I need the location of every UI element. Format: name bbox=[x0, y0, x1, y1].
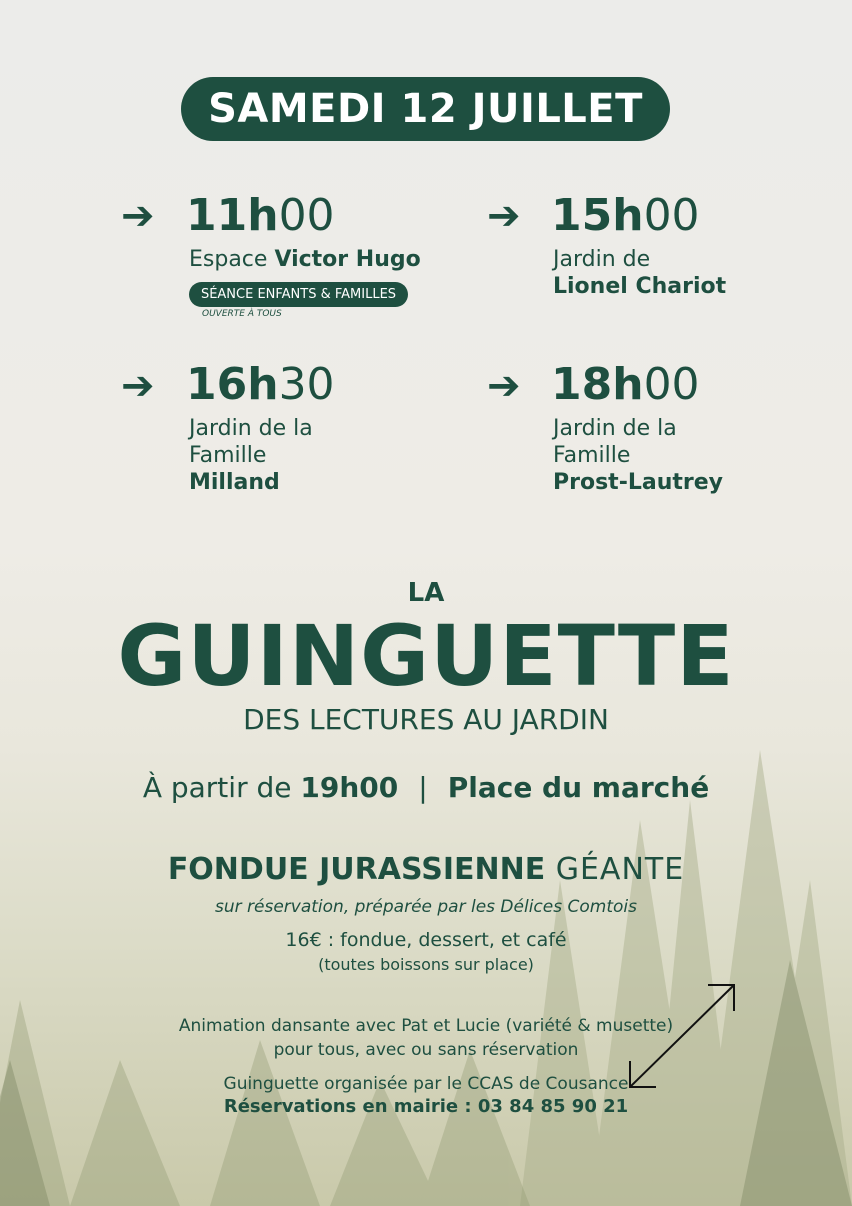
title-article: LA bbox=[407, 578, 445, 608]
fondue-price: 16€ : fondue, dessert, et café bbox=[285, 929, 567, 951]
dance-animation-note: pour tous, avec ou sans réservation bbox=[273, 1040, 579, 1060]
place-slot-3: Jardin de la Famille Milland bbox=[189, 416, 313, 495]
fondue-reservation-note: sur réservation, préparée par les Délices Comtois bbox=[215, 897, 637, 917]
reservation-phone: Réservations en mairie : 03 84 85 90 21 bbox=[223, 1096, 629, 1117]
time-slot-1: 11h00 bbox=[186, 190, 335, 241]
page-title: GUINGUETTE bbox=[117, 607, 735, 705]
date-banner bbox=[181, 77, 670, 141]
right-arrow-icon: ➔ bbox=[121, 193, 155, 239]
event-time-place: À partir de 19h00 | Place du marché bbox=[142, 771, 710, 804]
place-slot-2: Jardin de Lionel Chariot bbox=[553, 247, 727, 299]
time-slot-2: 15h00 bbox=[551, 190, 700, 241]
drinks-note: (toutes boissons sur place) bbox=[318, 955, 534, 974]
fondue-heading: FONDUE JURASSIENNE GÉANTE bbox=[167, 852, 685, 887]
subtitle: DES LECTURES AU JARDIN bbox=[243, 703, 609, 736]
right-arrow-icon: ➔ bbox=[487, 193, 521, 239]
place-slot-4: Jardin de la Famille Prost-Lautrey bbox=[553, 416, 723, 495]
organizer-line: Guinguette organisée par le CCAS de Cousance bbox=[223, 1074, 629, 1094]
kids-session-subtext: OUVERTE À TOUS bbox=[202, 309, 282, 319]
place-slot-1: Espace Victor Hugo bbox=[189, 247, 421, 272]
time-slot-3: 16h30 bbox=[186, 359, 335, 410]
right-arrow-icon: ➔ bbox=[487, 363, 521, 409]
date-text: SAMEDI 12 JUILLET bbox=[208, 86, 643, 132]
dance-animation: Animation dansante avec Pat et Lucie (variété & musette) bbox=[178, 1016, 674, 1036]
resize-diagonal-icon[interactable] bbox=[626, 981, 738, 1093]
right-arrow-icon: ➔ bbox=[121, 363, 155, 409]
kids-session-badge: SÉANCE ENFANTS & FAMILLES bbox=[189, 282, 408, 307]
time-slot-4: 18h00 bbox=[551, 359, 700, 410]
